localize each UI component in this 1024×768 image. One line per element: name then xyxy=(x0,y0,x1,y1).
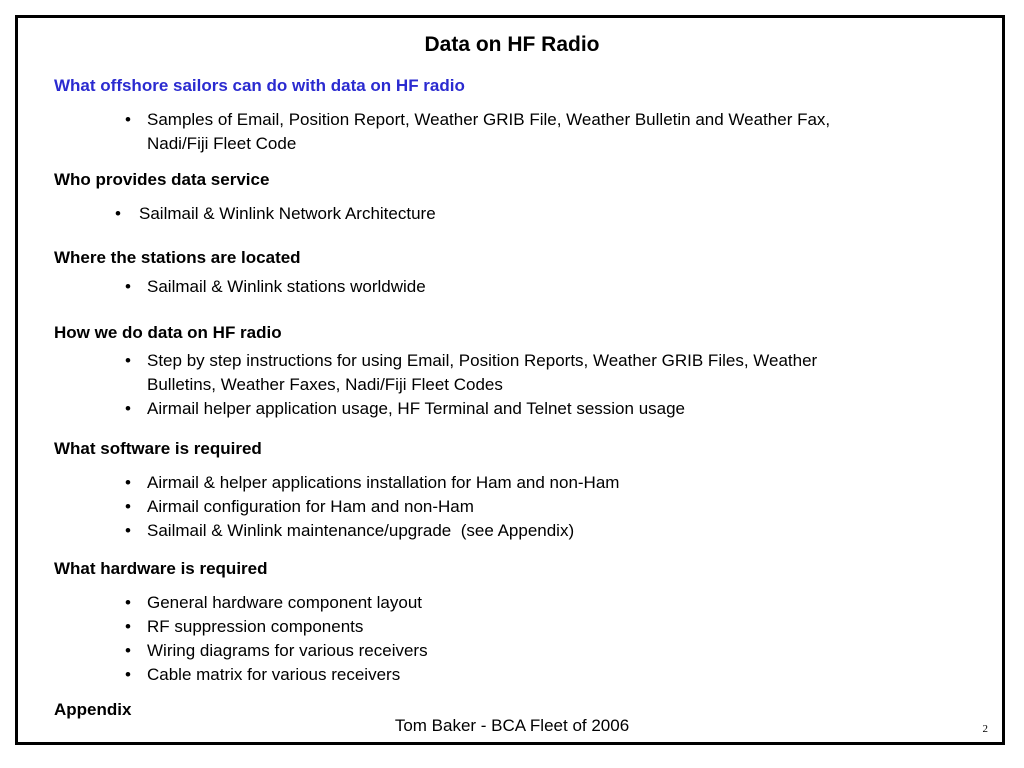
bullet-hardware-layout: • General hardware component layout xyxy=(147,591,422,615)
bullet-airmail-helper-usage: • Airmail helper application usage, HF Terminal and Telnet session usage xyxy=(147,397,685,421)
bullet-maintenance-upgrade: • Sailmail & Winlink maintenance/upgrade (see Appendix) xyxy=(147,519,574,543)
bullet-stations-worldwide: • Sailmail & Winlink stations worldwide xyxy=(147,275,426,299)
bullet-dot: • xyxy=(125,110,131,129)
heading-offshore-sailors: What offshore sailors can do with data on HF radio xyxy=(54,76,465,95)
bullet-samples: • Samples of Email, Position Report, Weather GRIB File, Weather Bulletin and Weather Fax, xyxy=(147,108,830,132)
bullet-dot: • xyxy=(125,351,131,370)
bullet-dot: • xyxy=(125,641,131,660)
bullet-dot: • xyxy=(115,204,121,223)
bullet-network-architecture: • Sailmail & Winlink Network Architecture xyxy=(139,202,436,226)
bullet-dot: • xyxy=(125,521,131,540)
heading-stations-located: Where the stations are located xyxy=(54,248,301,267)
bullet-dot: • xyxy=(125,593,131,612)
heading-appendix: Appendix xyxy=(54,700,132,719)
heading-data-service: Who provides data service xyxy=(54,170,270,189)
heading-how-we-do-data: How we do data on HF radio xyxy=(54,323,282,342)
bullet-airmail-config: • Airmail configuration for Ham and non-Ham xyxy=(147,495,474,519)
bullet-step-by-step-cont: Bulletins, Weather Faxes, Nadi/Fiji Fleet Codes xyxy=(147,375,503,394)
slide-footer: Tom Baker - BCA Fleet of 2006 xyxy=(394,716,630,735)
slide-title: Data on HF Radio xyxy=(424,33,600,56)
heading-software-required: What software is required xyxy=(54,439,262,458)
heading-hardware-required: What hardware is required xyxy=(54,559,268,578)
bullet-step-by-step: • Step by step instructions for using Email, Position Reports, Weather GRIB Files, Weather xyxy=(147,349,817,373)
bullet-dot: • xyxy=(125,617,131,636)
bullet-rf-suppression: • RF suppression components xyxy=(147,615,363,639)
bullet-cable-matrix: • Cable matrix for various receivers xyxy=(147,663,400,687)
bullet-dot: • xyxy=(125,277,131,296)
bullet-dot: • xyxy=(125,665,131,684)
bullet-dot: • xyxy=(125,473,131,492)
bullet-dot: • xyxy=(125,497,131,516)
bullet-dot: • xyxy=(125,399,131,418)
page-number: 2 xyxy=(982,723,988,735)
bullet-wiring-diagrams: • Wiring diagrams for various receivers xyxy=(147,639,428,663)
bullet-airmail-install: • Airmail & helper applications installation for Ham and non-Ham xyxy=(147,471,619,495)
bullet-samples-cont: Nadi/Fiji Fleet Code xyxy=(147,134,297,153)
